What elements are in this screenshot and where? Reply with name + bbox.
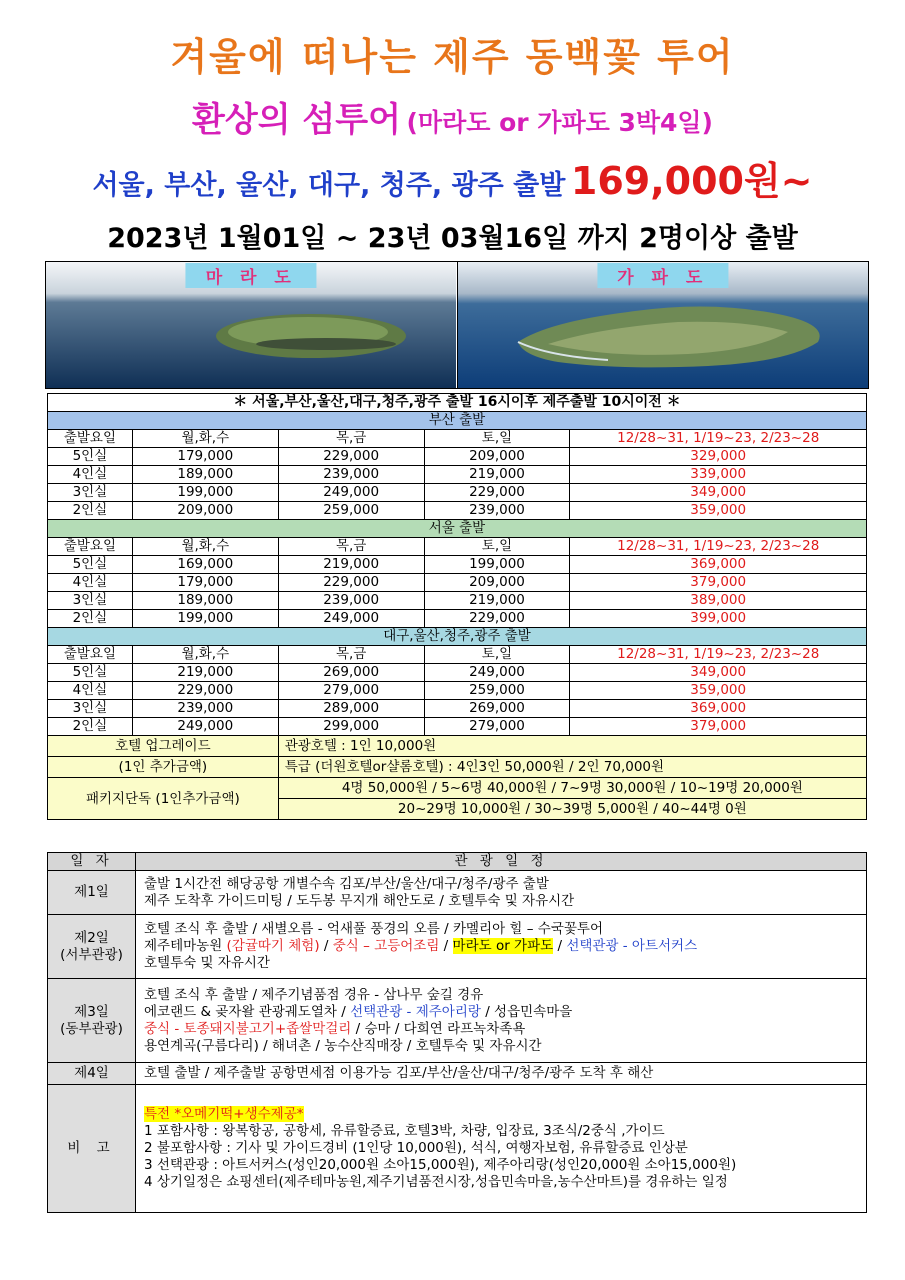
marado-label: 마 라 도 [186, 263, 317, 288]
table-row [48, 448, 867, 466]
table-row [48, 664, 867, 682]
section-title: 서울 출발 [48, 520, 867, 538]
table-cell: 279,000 [278, 682, 424, 700]
day3-village: / 성읍민속마을 [480, 1003, 573, 1020]
column-header: 목,금 [278, 646, 424, 664]
column-header: 12/28~31, 1/19~23, 2/23~28 [570, 646, 867, 664]
starting-price: 169,000원~ [570, 159, 813, 203]
price-table [47, 393, 867, 820]
tour-duration: (마라도 or 가파도 3박4일) [406, 108, 713, 137]
day2-label [48, 915, 136, 979]
table-cell: 219,000 [132, 664, 278, 682]
upgrade-deluxe: 특급 (더원호텔or샬롬호텔) : 4인3인 50,000원 / 2인 70,000원 [278, 757, 866, 778]
notes-content [136, 1085, 867, 1213]
day4-row [48, 1063, 867, 1085]
notes-row [48, 1085, 867, 1213]
day2-sub: (서부관광) [60, 946, 123, 963]
table-cell: 369,000 [570, 700, 867, 718]
table-cell: 269,000 [278, 664, 424, 682]
column-header-row [48, 430, 867, 448]
day2-plan [136, 915, 867, 979]
column-header: 출발요일 [48, 646, 133, 664]
day1-row [48, 871, 867, 915]
departure-notice: ＊ 서울,부산,울산,대구,청주,광주 출발 16시이후 제주출발 10시이전 ＊ [48, 394, 867, 412]
table-cell: 239,000 [424, 502, 570, 520]
day4-label: 제4일 [48, 1063, 136, 1085]
upgrade-standard: 관광호텔 : 1인 10,000원 [278, 736, 866, 757]
table-row [48, 718, 867, 736]
table-cell: 389,000 [570, 592, 867, 610]
notice-row [48, 394, 867, 412]
table-row [48, 574, 867, 592]
day3-row [48, 979, 867, 1063]
tour-name: 환상의 섬투어 [192, 100, 401, 140]
note-excluded: 2 불포함사항 : 기사 및 가이드경비 (1인당 10,000원), 석식, 여행자보험, 유류할증료 인상분 [144, 1140, 688, 1156]
day2-sep3: / [553, 938, 567, 954]
day2-island: 마라도 or 가파도 [452, 938, 554, 954]
column-header: 월,화,수 [132, 430, 278, 448]
table-cell: 379,000 [570, 574, 867, 592]
table-cell: 169,000 [132, 556, 278, 574]
column-header: 12/28~31, 1/19~23, 2/23~28 [570, 430, 867, 448]
table-cell: 239,000 [132, 700, 278, 718]
section-header-row [48, 520, 867, 538]
day2-title: 제2일 [74, 929, 109, 946]
day1-plan [136, 871, 867, 915]
section-header-row [48, 628, 867, 646]
table-cell: 3인실 [48, 484, 133, 502]
table-row [48, 682, 867, 700]
tour-subtitle [0, 92, 905, 141]
table-cell: 279,000 [424, 718, 570, 736]
price-table-yellow [48, 736, 867, 820]
day2-sep2: / [439, 938, 453, 954]
day2-farm: 제주테마농원 [144, 938, 227, 954]
table-cell: 239,000 [278, 592, 424, 610]
table-cell: 199,000 [132, 484, 278, 502]
table-cell: 369,000 [570, 556, 867, 574]
table-cell: 4인실 [48, 466, 133, 484]
upgrade-label: 호텔 업그레이드 [48, 736, 279, 757]
note-shopping: 4 상기일정은 쇼핑센터(제주테마농원,제주기념품전시장,성읍민속마을,농수산마트)를 경유하는 일정 [144, 1174, 728, 1190]
package-line-2: 20~29명 10,000원 / 30~39명 5,000원 / 40~44명 0원 [278, 799, 866, 820]
column-header: 토,일 [424, 646, 570, 664]
column-header: 토,일 [424, 538, 570, 556]
day2-line2 [144, 938, 858, 955]
table-cell: 359,000 [570, 502, 867, 520]
table-cell: 359,000 [570, 682, 867, 700]
table-cell: 229,000 [424, 610, 570, 628]
table-row [48, 556, 867, 574]
gapado-label: 가 파 도 [597, 263, 728, 288]
table-row [48, 484, 867, 502]
day3-sub: (동부관광) [60, 1020, 123, 1037]
table-cell: 259,000 [424, 682, 570, 700]
table-cell: 179,000 [132, 574, 278, 592]
upgrade-row-1 [48, 736, 867, 757]
table-cell: 3인실 [48, 700, 133, 718]
note-included: 1 포함사항 : 왕복항공, 공항세, 유류할증료, 호텔3박, 차량, 입장료, 3조식/2중식 ,가이드 [144, 1123, 665, 1139]
upgrade-sublabel: (1인 추가금액) [48, 757, 279, 778]
day-column-header: 일 자 [48, 853, 136, 871]
day2-row [48, 915, 867, 979]
day2-tangerine: (감귤따기 체험) [226, 938, 320, 954]
day3-line2 [144, 1004, 858, 1021]
day3-line1: 호텔 조식 후 출발 / 제주기념품점 경유 - 삼나무 숲길 경유 [144, 986, 484, 1003]
table-row [48, 700, 867, 718]
date-range: 2023년 1월01일 ~ 23년 03월16일 까지 2명이상 출발 [107, 223, 798, 254]
table-cell: 179,000 [132, 448, 278, 466]
table-cell: 219,000 [278, 556, 424, 574]
table-cell: 229,000 [132, 682, 278, 700]
table-cell: 249,000 [132, 718, 278, 736]
schedule-header [48, 853, 867, 871]
table-cell: 349,000 [570, 484, 867, 502]
table-cell: 229,000 [278, 448, 424, 466]
table-cell: 2인실 [48, 718, 133, 736]
table-cell: 399,000 [570, 610, 867, 628]
gapado-photo [458, 262, 869, 388]
departure-cities: 서울, 부산, 울산, 대구, 청주, 광주 출발 [92, 170, 566, 201]
table-cell: 199,000 [424, 556, 570, 574]
table-cell: 229,000 [278, 574, 424, 592]
day2-lunch: 중식 – 고등어조림 [332, 938, 440, 954]
table-cell: 269,000 [424, 700, 570, 718]
day3-plan [136, 979, 867, 1063]
price-table-body [48, 394, 867, 736]
section-header-row [48, 412, 867, 430]
table-cell: 239,000 [278, 466, 424, 484]
table-cell: 229,000 [424, 484, 570, 502]
table-cell: 219,000 [424, 592, 570, 610]
table-cell: 209,000 [424, 574, 570, 592]
table-cell: 249,000 [278, 484, 424, 502]
marado-photo [46, 262, 458, 388]
day1-line1: 출발 1시간전 해당공항 개별수속 김포/부산/울산/대구/청주/광주 출발 [144, 875, 549, 892]
section-title: 부산 출발 [48, 412, 867, 430]
package-row-1 [48, 778, 867, 799]
day3-title: 제3일 [74, 1003, 109, 1020]
column-header: 월,화,수 [132, 538, 278, 556]
table-cell: 189,000 [132, 466, 278, 484]
table-cell: 329,000 [570, 448, 867, 466]
day3-label [48, 979, 136, 1063]
table-cell: 2인실 [48, 610, 133, 628]
upgrade-row-2 [48, 757, 867, 778]
plan-column-header: 관 광 일 정 [136, 853, 867, 871]
table-cell: 5인실 [48, 448, 133, 466]
column-header: 목,금 [278, 538, 424, 556]
table-cell: 299,000 [278, 718, 424, 736]
island-photos [45, 261, 869, 389]
package-label: 패키지단독 (1인추가금액) [48, 778, 279, 820]
table-cell: 2인실 [48, 502, 133, 520]
column-header: 출발요일 [48, 538, 133, 556]
day2-line3: 호텔투숙 및 자유시간 [144, 955, 270, 971]
table-cell: 5인실 [48, 664, 133, 682]
day3-optional: 선택관광 - 제주아리랑 [350, 1003, 481, 1020]
table-cell: 219,000 [424, 466, 570, 484]
day2-optional: 선택관광 - 아트서커스 [566, 938, 698, 954]
day3-line3 [144, 1021, 858, 1038]
table-cell: 349,000 [570, 664, 867, 682]
table-cell: 259,000 [278, 502, 424, 520]
day2-sep1: / [319, 938, 333, 954]
column-header-row [48, 538, 867, 556]
table-cell: 209,000 [424, 448, 570, 466]
table-cell: 339,000 [570, 466, 867, 484]
day1-label: 제1일 [48, 871, 136, 915]
table-cell: 189,000 [132, 592, 278, 610]
table-cell: 289,000 [278, 700, 424, 718]
departure-line [0, 150, 905, 205]
table-row [48, 466, 867, 484]
column-header: 출발요일 [48, 430, 133, 448]
day4-plan: 호텔 출발 / 제주출발 공항면세점 이용가능 김포/부산/울산/대구/청주/광주 도착 후 해산 [136, 1063, 867, 1085]
table-cell: 5인실 [48, 556, 133, 574]
table-cell: 3인실 [48, 592, 133, 610]
day3-activities: / 승마 / 다희연 라프녹차족욕 [351, 1020, 526, 1037]
table-cell: 4인실 [48, 574, 133, 592]
note-optional: 3 선택관광 : 아트서커스(성인20,000원 소아15,000원), 제주아리랑(성인20,000원 소아15,000원) [144, 1157, 737, 1173]
column-header: 12/28~31, 1/19~23, 2/23~28 [570, 538, 867, 556]
table-cell: 379,000 [570, 718, 867, 736]
section-title: 대구,울산,청주,광주 출발 [48, 628, 867, 646]
column-header: 월,화,수 [132, 646, 278, 664]
table-cell: 249,000 [424, 664, 570, 682]
column-header: 목,금 [278, 430, 424, 448]
special-offer [144, 1106, 858, 1123]
table-cell: 249,000 [278, 610, 424, 628]
day3-ecoland: 에코랜드 & 곶자왈 관광궤도열차 / [144, 1003, 351, 1020]
page-title: 겨울에 떠나는 제주 동백꽃 투어 [170, 35, 735, 79]
day1-line2: 제주 도착후 가이드미팅 / 도두봉 무지개 해안도로 / 호텔투숙 및 자유시간 [144, 892, 575, 909]
day3-lunch: 중식 - 토종돼지불고기+좁쌀막걸리 [144, 1020, 352, 1037]
table-row [48, 502, 867, 520]
schedule-table [47, 852, 867, 1213]
table-row [48, 592, 867, 610]
day2-line1: 호텔 조식 후 출발 / 새별오름 - 억새풀 풍경의 오름 / 카멜리아 힐 – 수국꽃투어 [144, 921, 603, 937]
notes-label: 비 고 [48, 1085, 136, 1213]
day3-line4: 용연계곡(구름다리) / 해녀촌 / 농수산직매장 / 호텔투숙 및 자유시간 [144, 1037, 542, 1054]
column-header: 토,일 [424, 430, 570, 448]
table-cell: 199,000 [132, 610, 278, 628]
column-header-row [48, 646, 867, 664]
table-cell: 4인실 [48, 682, 133, 700]
table-row [48, 610, 867, 628]
special-offer-text: 특전 *오메기떡+생수제공* [144, 1106, 304, 1122]
package-line-1: 4명 50,000원 / 5~6명 40,000원 / 7~9명 30,000원 / 10~19명 20,000원 [278, 778, 866, 799]
table-cell: 209,000 [132, 502, 278, 520]
